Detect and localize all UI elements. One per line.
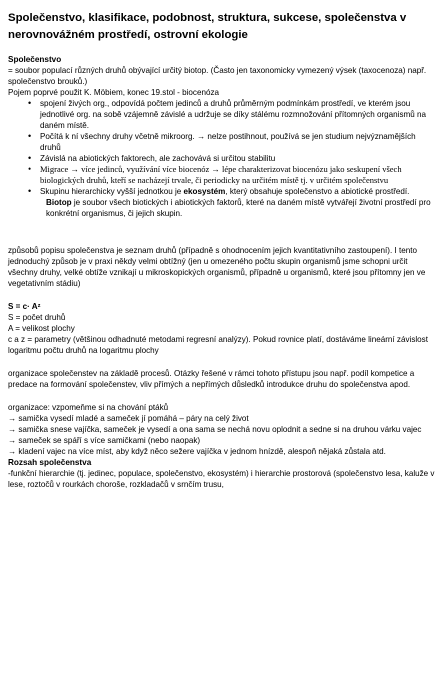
biotop-text: je soubor všech biotických i abiotických faktorů, které na daném místě vytvářejí životní prostředí pro konkrétní organismus, či jejich skupin. xyxy=(46,198,431,218)
community-origin: Pojem poprvé použit K. Möbiem, konec 19.stol - biocenóza xyxy=(8,88,219,97)
community-definition: = soubor populací různých druhů obývající určitý biotop. (Často jen taxonomicky vymezený výsek (taxocenoza) např. společenstvo brouků.) xyxy=(8,66,427,86)
list-item: • Migrace → více jedinců, využívání více biocenóz → lépe charakterizovat biocenózu jako seskupení všech biologických druhů, kteří se nacházejí trvale, či periodicky na určitém místě tj. v určitém společenstvu xyxy=(8,164,438,186)
species-list-paragraph: způsobů popisu společenstva je seznam druhů (případně s ohodnocením jejich kvantitativního zastoupení). I tento jednoduchý způsob je v praxi někdy velmi obtížný (jen u omezeného počtu skupin organismů jsme schopni určit všechny druhy, velké obtíže vznikají u mikroskopických organismů, případně u organismů, které jsou přítomny jen ve vegetativním stádiu) xyxy=(8,246,426,288)
list-item: → samička snese vajíčka, sameček je vysedí a ona sama se nechá novu oplodnit a sedne si na druhou várku vajec xyxy=(8,425,422,434)
biotop-label: Biotop xyxy=(46,198,72,207)
list-item xyxy=(8,186,438,197)
formula-a: A = velikost plochy xyxy=(8,324,75,333)
bird-behavior-section xyxy=(8,402,438,457)
list-item: → sameček se spáří s více samičkami (nebo naopak) xyxy=(8,436,201,445)
list-item: • Závislá na abiotických faktorech, ale zachovává si určitou stabilitu xyxy=(8,153,438,164)
list-item: → samička vysedí mladé a sameček jí pomáhá – páry na celý život xyxy=(8,414,249,423)
birds-intro: organizace: vzpomeňme si na chování ptáků xyxy=(8,403,169,412)
community-heading: Společenstvo xyxy=(8,55,62,64)
list-item: • Počítá k ní všechny druhy včetně mikroorg. → nelze postihnout, používá se jen studium nejvýznamějších druhů xyxy=(8,131,438,153)
process-organization-paragraph: organizace společenstev na základě procesů. Otázky řešené v rámci tohoto přístupu jsou např. podíl kompetice a predace na formování společenstev, vliv přímých a nepřímých důsledků introdukce druhu do společenstva apod. xyxy=(8,369,415,389)
document-title: Společenstvo, klasifikace, podobnost, struktura, sukcese, společenstva v nerovnovážném prostředí, ostrovní ekologie xyxy=(8,12,407,41)
community-bullet-list xyxy=(8,98,438,197)
bullet-ecosystem-text: Skupinu hierarchicky vyšší jednotkou je ekosystém, který obsahuje společenstvo a abiotické prostředí. xyxy=(40,187,410,196)
section-community xyxy=(8,54,438,219)
document-page xyxy=(8,10,438,490)
community-range-section xyxy=(8,457,438,490)
formula-s: S = počet druhů xyxy=(8,313,66,322)
biotop-definition xyxy=(8,197,438,219)
range-text: -funkční hierarchie (tj. jedinec, populace, společenstvo, ekosystém) i hierarchie prostorová (společenstvo lesa, kaluže v lese, roztočů v rourkách choroše, rozkladačů v srnčím trusu, xyxy=(8,469,435,489)
formula-cz: c a z = parametry (většinou odhadnuté metodami regresní analýzy). Pokud rovnice platí, dostáváme lineární závislost logaritmu počtu druhů na logaritmu plochy xyxy=(8,335,428,355)
list-item: • spojení živých org., odpovídá počtem jedinců a druhů průměrným podmínkám prostředí, ve kterém jsou jednotlivé org. na sobě vzájemně závislé a udržuje se díky stálému rozmnožování přítomných organismů na daném místě. xyxy=(8,98,438,131)
species-area-formula xyxy=(8,301,438,356)
formula-equation: S = c· Aᶻ xyxy=(8,302,41,311)
list-item: → kladení vajec na více míst, aby když něco sežere vajíčka v jednom hnízdě, alespoň nějaká zůstala atd. xyxy=(8,447,386,456)
range-heading: Rozsah společenstva xyxy=(8,458,92,467)
